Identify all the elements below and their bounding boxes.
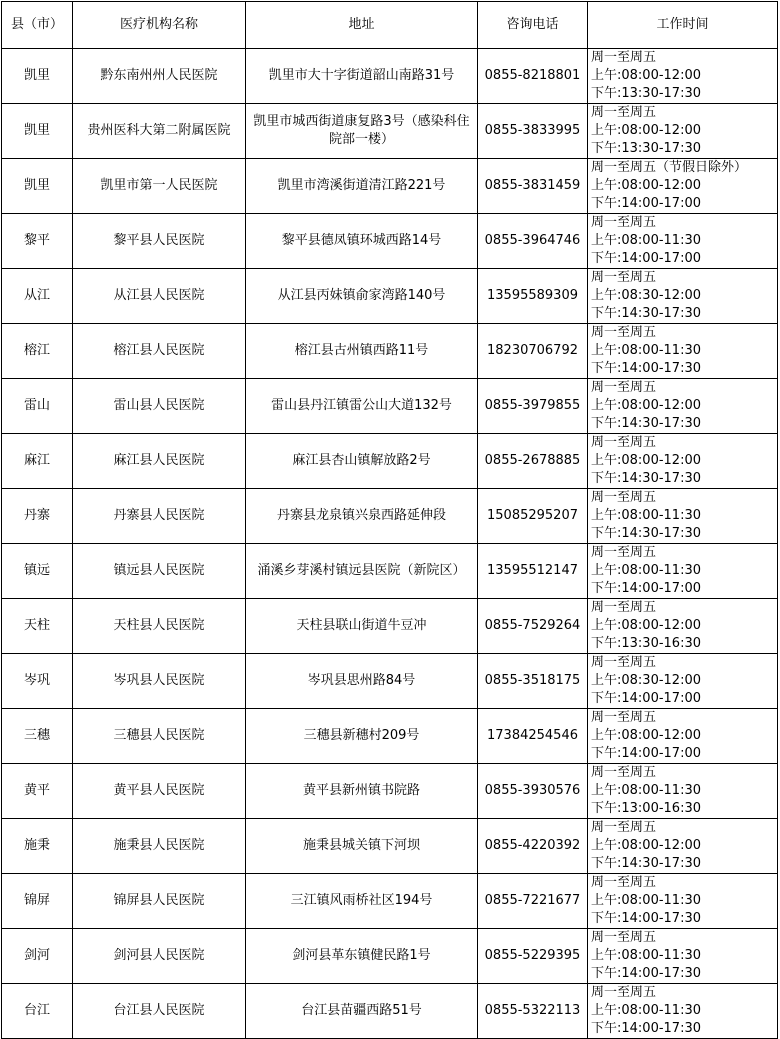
county-cell: 岑巩 (2, 654, 73, 709)
hospital-name-cell: 黔东南州州人民医院 (73, 49, 246, 104)
county-cell: 榕江 (2, 324, 73, 379)
phone-cell: 0855-7221677 (478, 874, 588, 929)
address-cell: 榕江县古州镇西路11号 (246, 324, 478, 379)
county-cell: 三穗 (2, 709, 73, 764)
header-county: 县（市） (2, 2, 73, 49)
hospital-name-cell: 锦屏县人民医院 (73, 874, 246, 929)
hospital-name-cell: 雷山县人民医院 (73, 379, 246, 434)
hospital-name-cell: 从江县人民医院 (73, 269, 246, 324)
hours-cell (588, 269, 778, 324)
phone-cell: 0855-8218801 (478, 49, 588, 104)
hours-cell (588, 104, 778, 159)
phone-cell: 0855-3831459 (478, 159, 588, 214)
address-cell: 凯里市大十字街道韶山南路31号 (246, 49, 478, 104)
hours-cell (588, 434, 778, 489)
header-hours: 工作时间 (588, 2, 778, 49)
table-row (2, 379, 778, 434)
address-cell: 施秉县城关镇下河坝 (246, 819, 478, 874)
county-cell: 台江 (2, 984, 73, 1039)
hours-line: 下午:14:00-17:00 (591, 581, 701, 596)
address-cell: 岑巩县思州路84号 (246, 654, 478, 709)
hospital-name-cell: 榕江县人民医院 (73, 324, 246, 379)
table-row (2, 709, 778, 764)
hospital-name-cell: 剑河县人民医院 (73, 929, 246, 984)
hours-line: 下午:14:00-17:30 (591, 911, 701, 926)
hours-cell (588, 379, 778, 434)
address-cell: 凯里市湾溪街道清江路221号 (246, 159, 478, 214)
hours-line: 周一至周五 (591, 545, 657, 560)
table-row (2, 104, 778, 159)
hours-line: 周一至周五 (591, 435, 657, 450)
hospital-name-cell: 贵州医科大第二附属医院 (73, 104, 246, 159)
hours-line: 周一至周五 (591, 50, 657, 65)
hospital-name-cell: 麻江县人民医院 (73, 434, 246, 489)
hours-cell (588, 544, 778, 599)
address-cell: 黎平县德凤镇环城西路14号 (246, 214, 478, 269)
county-cell: 施秉 (2, 819, 73, 874)
hospital-name-cell: 镇远县人民医院 (73, 544, 246, 599)
table-row (2, 654, 778, 709)
table-row (2, 984, 778, 1039)
hours-line: 上午:08:00-11:30 (591, 508, 701, 523)
hospital-name-cell: 黎平县人民医院 (73, 214, 246, 269)
hours-cell (588, 984, 778, 1039)
address-cell: 涌溪乡芽溪村镇远县医院（新院区） (246, 544, 478, 599)
hours-line: 下午:14:00-17:30 (591, 1021, 701, 1036)
hours-line: 下午:14:30-17:30 (591, 306, 701, 321)
hours-line: 周一至周五 (591, 875, 657, 890)
hours-cell (588, 654, 778, 709)
hours-line: 下午:14:00-17:30 (591, 966, 701, 981)
table-row (2, 599, 778, 654)
hours-line: 周一至周五 (591, 270, 657, 285)
phone-cell: 0855-3979855 (478, 379, 588, 434)
hours-line: 周一至周五 (591, 765, 657, 780)
phone-cell: 17384254546 (478, 709, 588, 764)
hours-cell (588, 874, 778, 929)
hours-cell (588, 929, 778, 984)
hours-line: 下午:13:30-17:30 (591, 141, 701, 156)
hours-line: 上午:08:00-12:00 (591, 838, 701, 853)
table-row (2, 764, 778, 819)
phone-cell: 0855-7529264 (478, 599, 588, 654)
hours-line: 下午:13:00-16:30 (591, 801, 701, 816)
hours-line: 下午:14:00-17:30 (591, 361, 701, 376)
header-row (2, 2, 778, 49)
address-cell: 天柱县联山街道牛豆冲 (246, 599, 478, 654)
hours-line: 上午:08:30-12:00 (591, 673, 701, 688)
phone-cell: 0855-3833995 (478, 104, 588, 159)
hours-line: 周一至周五 (591, 820, 657, 835)
hours-cell (588, 159, 778, 214)
address-cell: 黄平县新州镇书院路 (246, 764, 478, 819)
hours-cell (588, 324, 778, 379)
hours-line: 下午:14:00-17:00 (591, 251, 701, 266)
hours-line: 周一至周五 (591, 655, 657, 670)
hours-line: 下午:14:30-17:30 (591, 526, 701, 541)
phone-cell: 15085295207 (478, 489, 588, 544)
county-cell: 黄平 (2, 764, 73, 819)
hours-line: 上午:08:00-11:30 (591, 1003, 701, 1018)
hospital-name-cell: 台江县人民医院 (73, 984, 246, 1039)
hours-line: 上午:08:00-11:30 (591, 948, 701, 963)
hours-line: 周一至周五 (591, 215, 657, 230)
county-cell: 从江 (2, 269, 73, 324)
table-row (2, 929, 778, 984)
table-row (2, 434, 778, 489)
hours-cell (588, 49, 778, 104)
clinic-table (1, 1, 778, 1039)
table-row (2, 269, 778, 324)
hours-line: 下午:14:30-17:30 (591, 416, 701, 431)
address-cell: 剑河县革东镇健民路1号 (246, 929, 478, 984)
county-cell: 凯里 (2, 49, 73, 104)
hours-cell (588, 489, 778, 544)
phone-cell: 0855-2678885 (478, 434, 588, 489)
hospital-name-cell: 天柱县人民医院 (73, 599, 246, 654)
hospital-name-cell: 凯里市第一人民医院 (73, 159, 246, 214)
hours-line: 上午:08:00-11:30 (591, 233, 701, 248)
address-cell: 雷山县丹江镇雷公山大道132号 (246, 379, 478, 434)
hours-cell (588, 819, 778, 874)
hours-line: 下午:14:00-17:00 (591, 691, 701, 706)
table-row (2, 874, 778, 929)
hours-line: 下午:13:30-16:30 (591, 636, 701, 651)
hours-line: 上午:08:00-11:30 (591, 783, 701, 798)
hours-line: 上午:08:00-12:00 (591, 618, 701, 633)
hospital-name-cell: 黄平县人民医院 (73, 764, 246, 819)
county-cell: 凯里 (2, 159, 73, 214)
hours-line: 周一至周五 (591, 325, 657, 340)
county-cell: 凯里 (2, 104, 73, 159)
hours-line: 上午:08:00-12:00 (591, 178, 701, 193)
hours-line: 周一至周五 (591, 105, 657, 120)
hours-line: 上午:08:00-12:00 (591, 123, 701, 138)
hours-line: 上午:08:00-12:00 (591, 728, 701, 743)
hospital-name-cell: 丹寨县人民医院 (73, 489, 246, 544)
address-cell: 三江镇风雨桥社区194号 (246, 874, 478, 929)
county-cell: 黎平 (2, 214, 73, 269)
county-cell: 天柱 (2, 599, 73, 654)
phone-cell: 0855-5229395 (478, 929, 588, 984)
table-row (2, 214, 778, 269)
table-row (2, 819, 778, 874)
hours-line: 周一至周五 (591, 930, 657, 945)
hospital-name-cell: 施秉县人民医院 (73, 819, 246, 874)
county-cell: 镇远 (2, 544, 73, 599)
address-cell: 凯里市城西街道康复路3号（感染科住院部一楼） (246, 104, 478, 159)
hours-line: 下午:14:30-17:30 (591, 856, 701, 871)
hours-cell (588, 764, 778, 819)
address-cell: 麻江县杏山镇解放路2号 (246, 434, 478, 489)
hours-line: 周一至周五 (591, 600, 657, 615)
county-cell: 雷山 (2, 379, 73, 434)
county-cell: 丹寨 (2, 489, 73, 544)
address-cell: 台江县苗疆西路51号 (246, 984, 478, 1039)
county-cell: 麻江 (2, 434, 73, 489)
phone-cell: 18230706792 (478, 324, 588, 379)
address-cell: 从江县丙妹镇俞家湾路140号 (246, 269, 478, 324)
table-row (2, 324, 778, 379)
header-phone: 咨询电话 (478, 2, 588, 49)
hours-line: 周一至周五 (591, 985, 657, 1000)
header-address: 地址 (246, 2, 478, 49)
hours-line: 上午:08:00-12:00 (591, 453, 701, 468)
hospital-name-cell: 岑巩县人民医院 (73, 654, 246, 709)
hours-cell (588, 709, 778, 764)
county-cell: 剑河 (2, 929, 73, 984)
hours-cell (588, 599, 778, 654)
hours-line: 周一至周五 (591, 380, 657, 395)
hours-line: 上午:08:00-11:30 (591, 343, 701, 358)
table-row (2, 544, 778, 599)
table-row (2, 49, 778, 104)
header-hospital: 医疗机构名称 (73, 2, 246, 49)
hours-line: 上午:08:00-11:30 (591, 893, 701, 908)
table-row (2, 489, 778, 544)
hours-line: 周一至周五（节假日除外） (591, 160, 748, 175)
hours-line: 周一至周五 (591, 710, 657, 725)
hours-line: 上午:08:00-12:00 (591, 68, 701, 83)
county-cell: 锦屏 (2, 874, 73, 929)
address-cell: 丹寨县龙泉镇兴泉西路延伸段 (246, 489, 478, 544)
address-cell: 三穗县新穗村209号 (246, 709, 478, 764)
hours-line: 下午:14:00-17:00 (591, 746, 701, 761)
hours-line: 下午:14:00-17:00 (591, 196, 701, 211)
phone-cell: 0855-3964746 (478, 214, 588, 269)
hours-cell (588, 214, 778, 269)
hours-line: 周一至周五 (591, 490, 657, 505)
phone-cell: 0855-3930576 (478, 764, 588, 819)
hours-line: 下午:13:30-17:30 (591, 86, 701, 101)
hospital-name-cell: 三穗县人民医院 (73, 709, 246, 764)
phone-cell: 0855-5322113 (478, 984, 588, 1039)
table-row (2, 159, 778, 214)
phone-cell: 13595589309 (478, 269, 588, 324)
phone-cell: 13595512147 (478, 544, 588, 599)
phone-cell: 0855-4220392 (478, 819, 588, 874)
hours-line: 下午:14:30-17:30 (591, 471, 701, 486)
phone-cell: 0855-3518175 (478, 654, 588, 709)
hours-line: 上午:08:00-11:30 (591, 563, 701, 578)
hours-line: 上午:08:00-12:00 (591, 398, 701, 413)
hours-line: 上午:08:30-12:00 (591, 288, 701, 303)
